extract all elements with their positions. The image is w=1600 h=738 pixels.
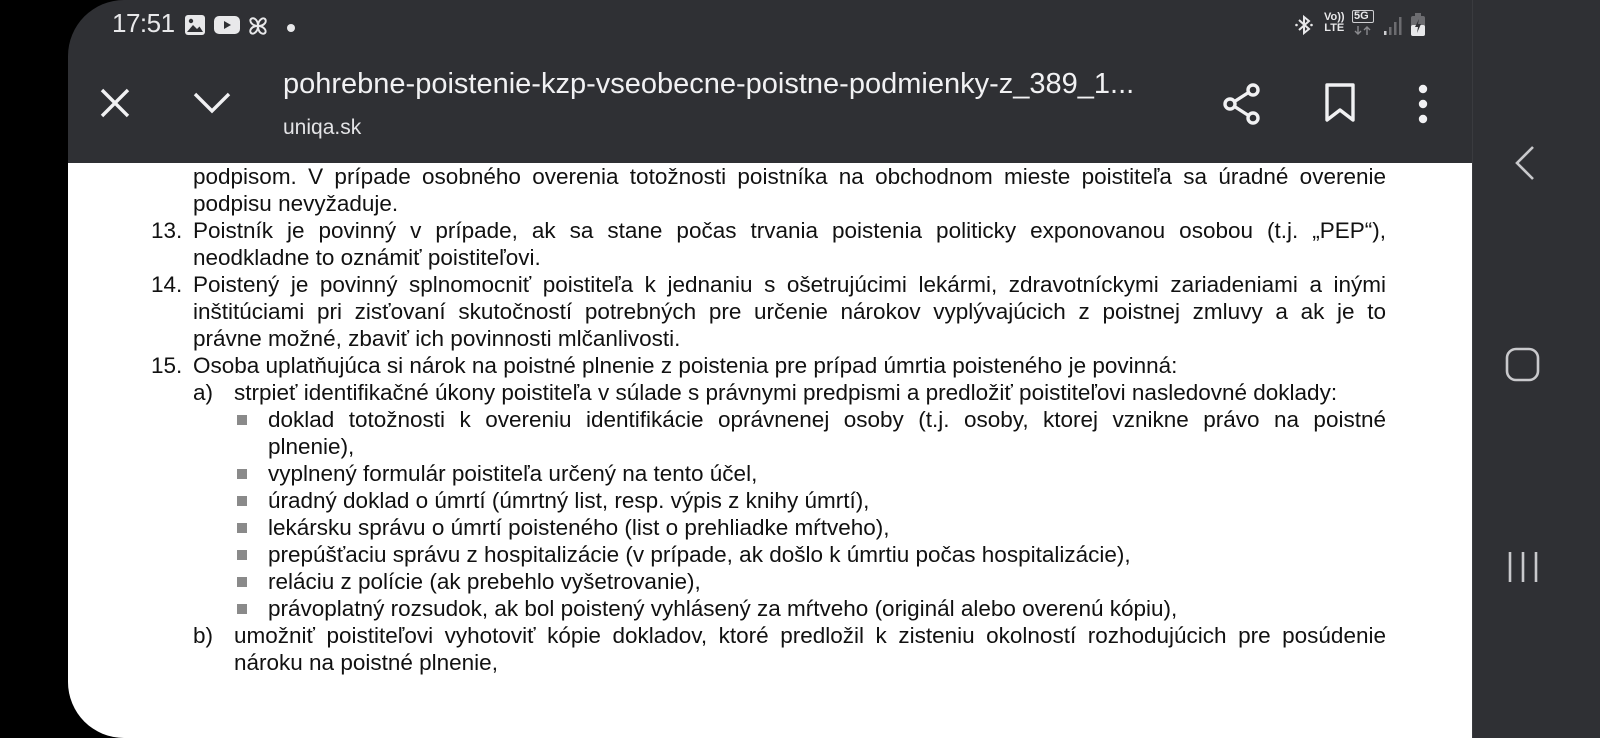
- volte-label: Vo)): [1324, 11, 1345, 23]
- status-time: 17:51: [112, 8, 175, 38]
- home-icon: [1505, 346, 1541, 382]
- signal-icon: [1383, 14, 1403, 41]
- 5g-label: 5G: [1352, 10, 1374, 23]
- subitem-letter: b): [193, 623, 214, 648]
- text-line: reláciu z polície (ak prebehlo vyšetrovanie),: [268, 569, 701, 594]
- bullet-icon: [237, 496, 247, 506]
- item-number: 15.: [151, 353, 183, 378]
- document-title: pohrebne-poistenie-kzp-vseobecne-poistne-podmienky-z_389_1...: [283, 68, 1135, 100]
- chevron-down-icon: [192, 90, 232, 116]
- bullet-icon: [237, 550, 247, 560]
- bullet-icon: [237, 469, 247, 479]
- text-line: vyplnený formulár poistiteľa určený na tento účel,: [268, 461, 758, 486]
- bookmark-icon: [1324, 82, 1356, 124]
- bullet-icon: [237, 415, 247, 425]
- lte-label: LTE: [1324, 22, 1345, 34]
- phone-screen: [68, 0, 1600, 738]
- text-line: neodkladne to oznámiť poistiteľovi.: [193, 245, 541, 270]
- gallery-icon: [184, 14, 206, 41]
- 5g-icon: [1352, 10, 1374, 41]
- text-line: lekársku správu o úmrtí poisteného (list o prehliadke mŕtveho),: [268, 515, 890, 540]
- status-bar: [68, 0, 1472, 50]
- text-line: právoplatný rozsudok, ak bol poistený vyhlásený za mŕtveho (originál alebo overenú kópiu),: [268, 596, 1178, 621]
- recents-button[interactable]: [1507, 550, 1539, 589]
- pinwheel-icon: [245, 14, 271, 43]
- youtube-icon: [213, 14, 241, 41]
- share-button[interactable]: [1222, 82, 1262, 131]
- battery-charging-icon: [1410, 12, 1426, 43]
- text-line: podpisu nevyžaduje.: [193, 191, 399, 216]
- more-vert-icon: [1416, 84, 1430, 124]
- text-line: nároku na poistné plnenie,: [234, 650, 498, 675]
- text-line: úradný doklad o úmrtí (úmrtný list, resp. výpis z knihy úmrtí),: [268, 488, 870, 513]
- text-line: Poistník je povinný v prípade, ak sa stane počas trvania poistenia politicky exponovanou osobou (t.j. „PEP“),: [193, 218, 1386, 243]
- bullet-icon: [237, 604, 247, 614]
- recents-icon: [1507, 550, 1539, 584]
- pdf-viewer-toolbar: [68, 50, 1472, 163]
- text-line: doklad totožnosti k overeniu identifikácie oprávnenej osoby (t.j. osoby, ktorej vznikne právo na poistné: [268, 407, 1386, 432]
- bullet-icon: [237, 523, 247, 533]
- text-line: plnenie),: [268, 434, 355, 459]
- text-line: umožniť poistiteľovi vyhotoviť kópie dokladov, ktoré predložil k zisteniu okolností rozhodujúcich pre posúdenie: [234, 623, 1386, 648]
- share-icon: [1222, 82, 1262, 126]
- text-line: právne možné, zbaviť ich povinnosti mlčanlivosti.: [193, 326, 681, 351]
- text-line: inštitúciami pri zisťovaní skutočností potrebných pre určenie nárokov vyplývajúcich z poistnej zmluvy a ak je to: [193, 299, 1386, 324]
- document-domain: uniqa.sk: [283, 116, 362, 139]
- text-line: podpisom. V prípade osobného overenia totožnosti poistníka na obchodnom mieste poistiteľa sa úradné overenie: [193, 164, 1386, 189]
- item-number: 14.: [151, 272, 183, 297]
- text-line: Poistený je povinný splnomocniť poistiteľa k jednaniu s ošetrujúcimi lekármi, zdravotníckymi zariadeniami a inými: [193, 272, 1386, 297]
- home-button[interactable]: [1505, 346, 1541, 387]
- dot-icon: [286, 20, 296, 38]
- item-number: 13.: [151, 218, 183, 243]
- text-line: strpieť identifikačné úkony poistiteľa v súlade s právnymi predpismi a predložiť poistiteľovi nasledovné doklady:: [234, 380, 1338, 405]
- collapse-button[interactable]: [192, 90, 232, 121]
- close-button[interactable]: [98, 86, 132, 125]
- bluetooth-icon: [1294, 14, 1314, 41]
- back-icon: [1513, 144, 1537, 182]
- bookmark-button[interactable]: [1324, 82, 1356, 129]
- volte-icon: [1324, 12, 1345, 34]
- pdf-page[interactable]: [68, 163, 1472, 738]
- more-options-button[interactable]: [1416, 84, 1430, 129]
- text-line: Osoba uplatňujúca si nárok na poistné plnenie z poistenia pre prípad úmrtia poisteného je povinná:: [193, 353, 1178, 378]
- bullet-icon: [237, 577, 247, 587]
- text-line: prepúšťaciu správu z hospitalizácie (v prípade, ak došlo k úmrtiu počas hospitalizácie),: [268, 542, 1131, 567]
- system-navigation-bar: [1472, 0, 1600, 738]
- back-button[interactable]: [1513, 144, 1537, 187]
- close-icon: [98, 86, 132, 120]
- subitem-letter: a): [193, 380, 214, 405]
